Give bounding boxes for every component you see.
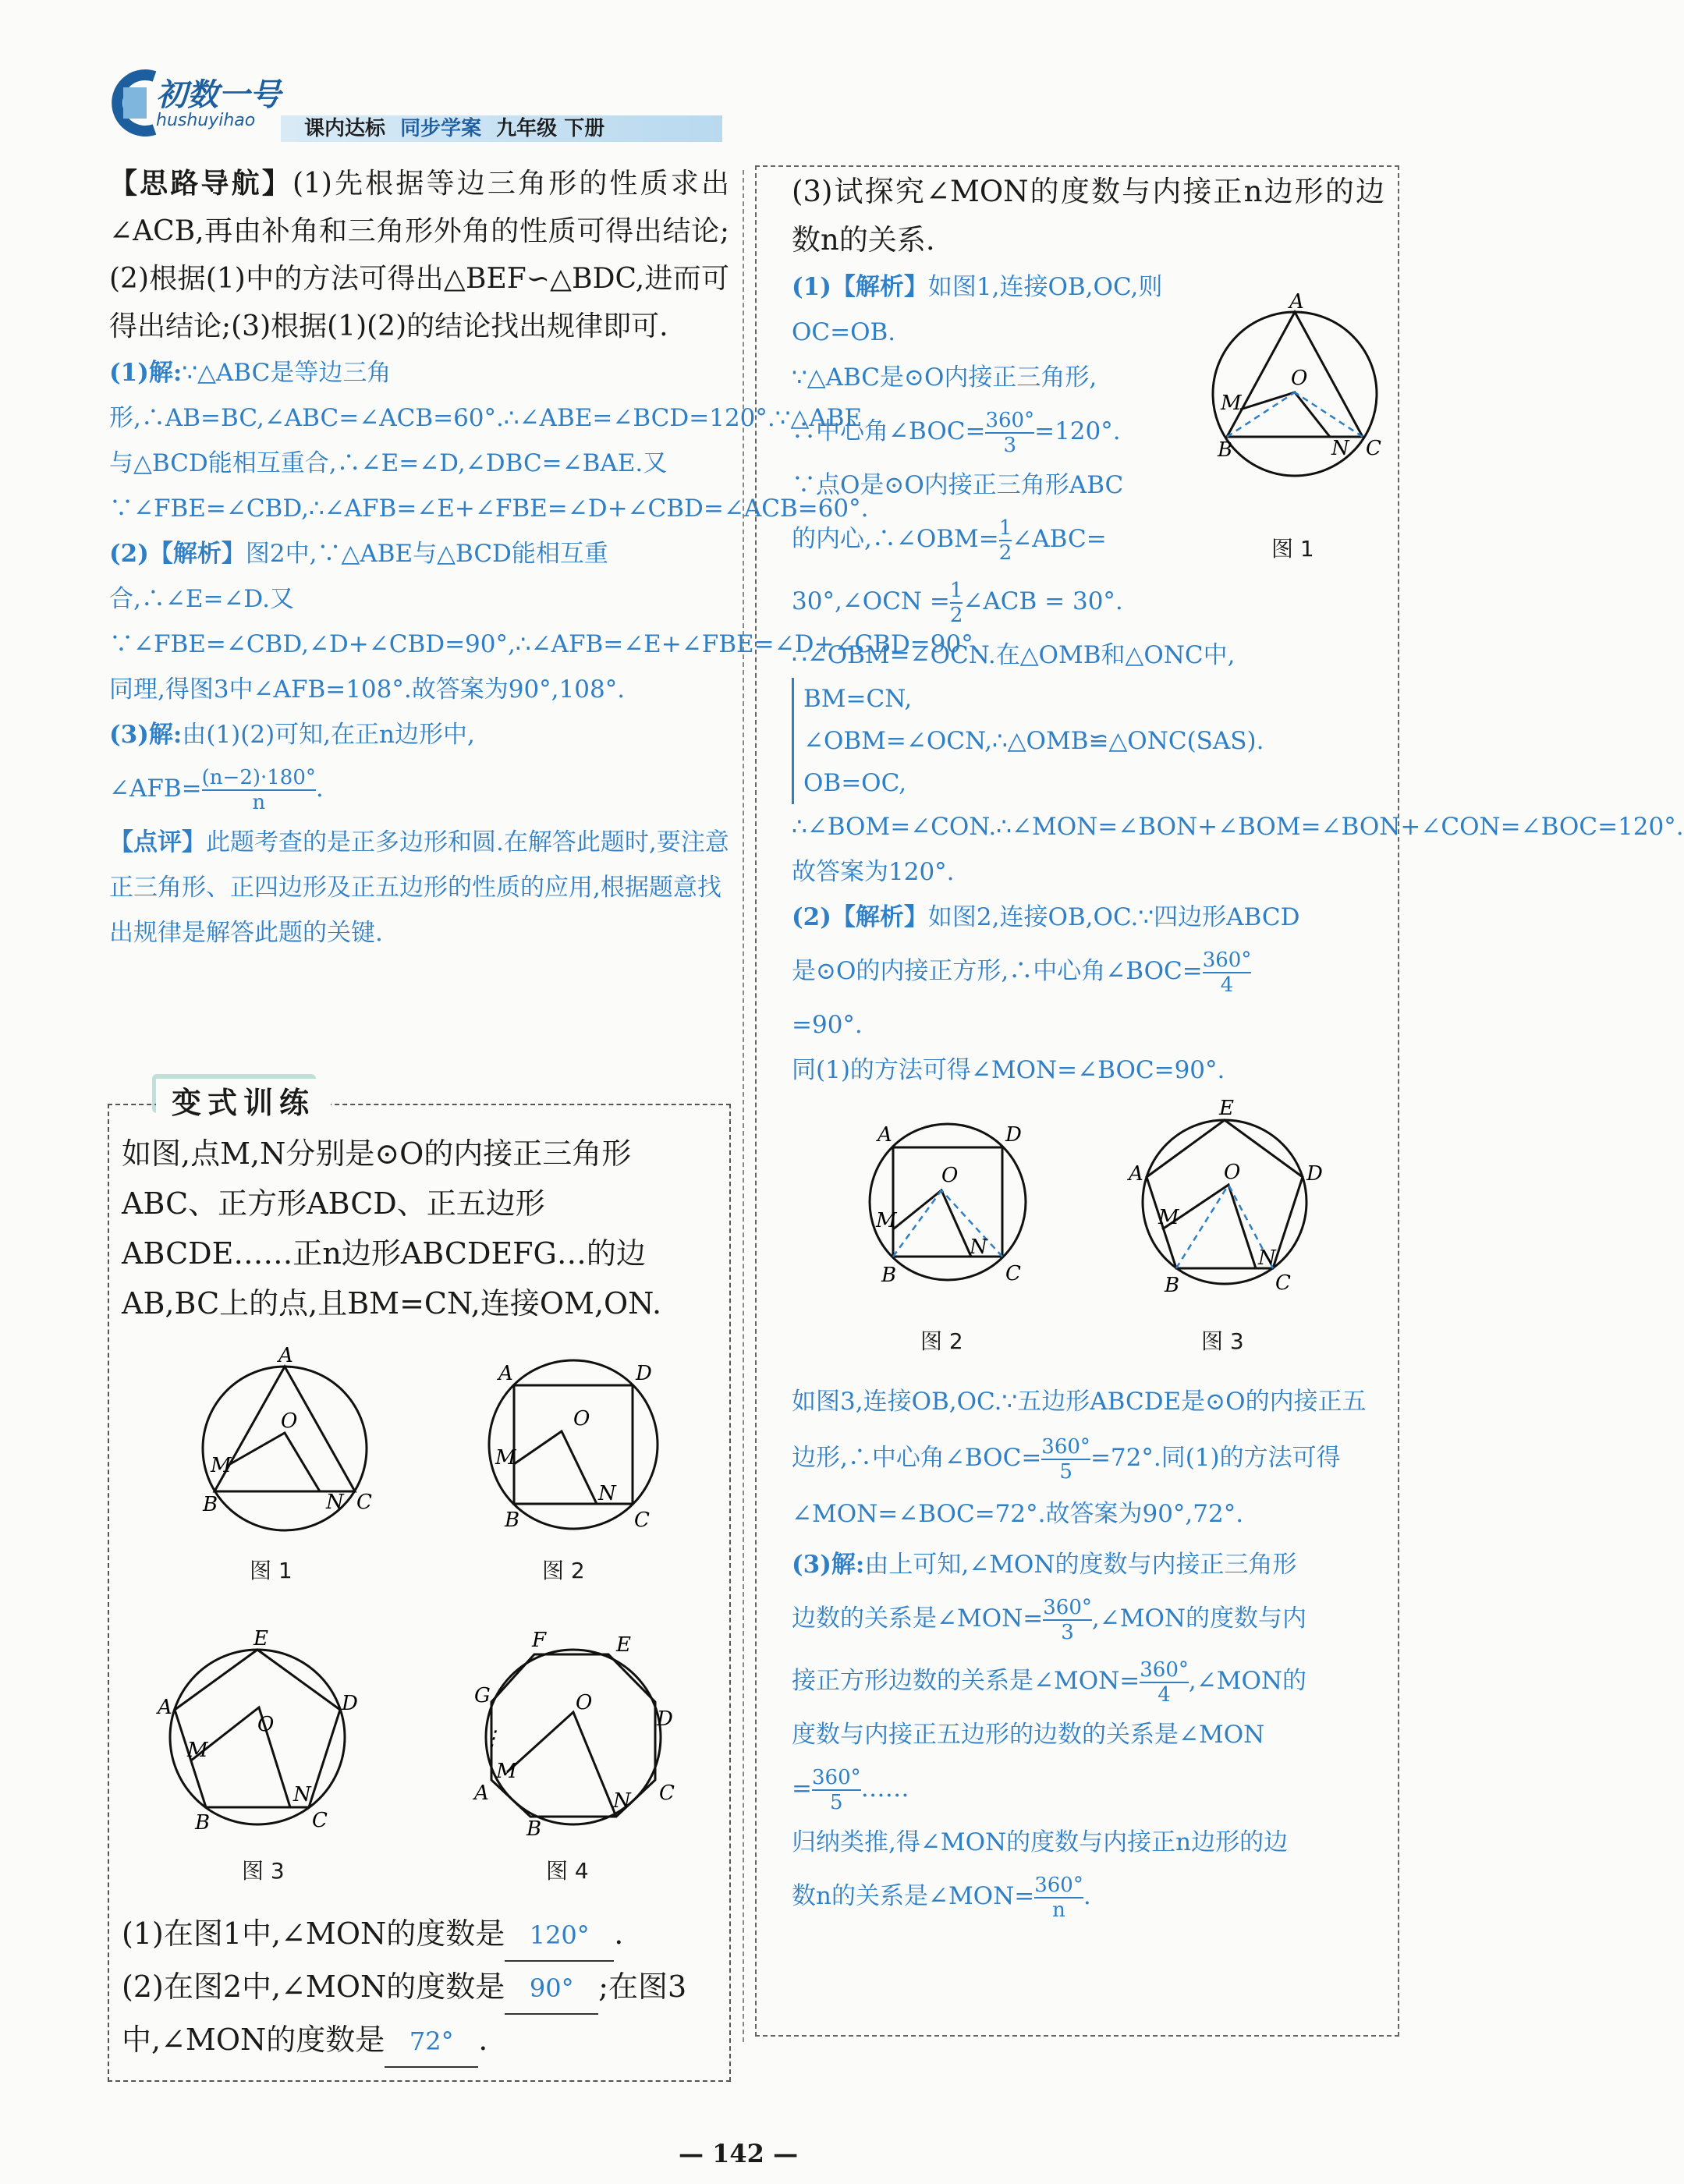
svg-text:O: O <box>576 1691 593 1714</box>
svg-text:M: M <box>1221 392 1242 415</box>
a1-system-2: ∠OBM=∠OCN,∴△OMB≌△ONC(SAS). <box>803 727 1264 755</box>
svg-text:E: E <box>1219 1097 1234 1120</box>
right-figure-2-label: 图 2 <box>920 1328 963 1354</box>
svg-text:B: B <box>203 1493 218 1516</box>
a1-line-6 <box>792 570 1384 633</box>
svg-text:A: A <box>158 1696 172 1719</box>
guide-paragraph <box>109 160 729 350</box>
right-figure-3-label: 图 3 <box>1201 1328 1244 1354</box>
svg-text:A: A <box>278 1344 293 1367</box>
sol2-text: 图2中,∵△ABE与△BCD能相互重合,∴∠E=∠D.又∵∠FBE=∠CBD,∠D+∠CBD=90°,∴∠AFB=∠E+∠FBE=∠D+∠CBD=90°.同理,得图3中∠AFB=108°.故答案为90°,108°. <box>109 540 981 704</box>
svg-text:M: M <box>876 1209 897 1232</box>
a2-text-2: 是⊙O的内接正方形,∴中心角∠BOC= <box>792 957 1203 985</box>
svg-text:A: A <box>1129 1162 1143 1186</box>
svg-text:G: G <box>474 1684 491 1707</box>
figure-1-triangle <box>172 1343 398 1538</box>
svg-text:N: N <box>293 1783 311 1806</box>
answer-2-continued <box>792 1374 1384 1542</box>
svg-text:A: A <box>877 1123 892 1147</box>
svg-text:N: N <box>1331 437 1349 460</box>
a2-text-5: 如图3,连接OB,OC.∵五边形ABCDE是⊙O的内接正五边形,∴中心角∠BOC= <box>792 1388 1367 1472</box>
a1-tag: (1)【解析】 <box>792 273 928 301</box>
column-divider <box>743 170 746 2042</box>
a1-frac5-den: 2 <box>998 541 1012 565</box>
a2-tag: (2)【解析】 <box>792 903 928 931</box>
q1-answer: 120° <box>505 1910 614 1962</box>
figure-2-square <box>464 1339 682 1542</box>
header-title <box>304 112 604 141</box>
variant-question: 如图,点M,N分别是⊙O的内接正三角形ABC、正方形ABCD、正五边形ABCDE……正n边形ABCDEFG…的边AB,BC上的点,且BM=CN,连接OM,ON. <box>122 1136 662 1321</box>
a2-line-1 <box>792 895 1384 940</box>
right-figure-2 <box>846 1101 1049 1303</box>
brand-logo-pinyin: hushuyihao <box>156 111 256 130</box>
a1-line-1 <box>792 264 1182 355</box>
a3-line-7: 数n的关系是∠MON= $\frac{360^\circ}{n}$ . <box>792 1873 1091 1922</box>
figure-1-label: 图 1 <box>250 1558 292 1583</box>
a1-frac-den: 3 <box>1003 433 1017 457</box>
solution-3 <box>109 712 729 757</box>
svg-text:D: D <box>1005 1123 1022 1147</box>
a1-frac-num: 360° <box>985 408 1035 432</box>
svg-text:O: O <box>941 1164 959 1187</box>
brand-logo-text: 初数一号 <box>156 77 281 113</box>
a3-text-5b: …… <box>860 1774 909 1803</box>
formula-denominator: n <box>252 790 266 814</box>
svg-text:B: B <box>505 1509 520 1532</box>
solution-1 <box>109 350 869 531</box>
a3-frac7-den: n <box>1052 1898 1065 1922</box>
answer-1-continued <box>792 570 1684 895</box>
svg-text:D: D <box>342 1692 358 1715</box>
guide-tag: 【思路导航】 <box>109 167 292 200</box>
a3-text-3: 接正方形边数的关系是∠MON= <box>792 1667 1140 1695</box>
svg-text:N: N <box>613 1789 631 1813</box>
svg-text:O: O <box>257 1713 275 1736</box>
question-1 <box>122 1909 714 2068</box>
svg-text:A: A <box>1289 290 1304 314</box>
a3-frac3-num: 360° <box>1140 1658 1189 1682</box>
a1-line-4: ∵点O是⊙O内接正三角形ABC <box>792 471 1124 499</box>
a1-text-1: 如图1,连接OB,OC,则OC=OB. <box>792 273 1163 346</box>
a3-text-3b: ,∠MON的 <box>1188 1667 1306 1695</box>
formula-lhs: ∠AFB= <box>109 775 202 803</box>
svg-text:C: C <box>1275 1271 1291 1295</box>
answer-1-block <box>792 264 1182 570</box>
svg-text:O: O <box>1224 1161 1241 1184</box>
right-figure-1-label: 图 1 <box>1271 536 1314 562</box>
formula-numerator: (n−2)·180° <box>201 765 316 789</box>
sol3-text: 由(1)(2)可知,在正n边形中, <box>182 721 475 749</box>
svg-text:M: M <box>187 1739 208 1762</box>
right-column <box>792 168 1684 1927</box>
svg-text:O: O <box>1291 367 1308 390</box>
sol2-tag: (2)【解析】 <box>109 540 246 568</box>
a1-line-3 <box>792 400 1182 463</box>
formula-fraction <box>202 766 316 814</box>
q2-answer: 90° <box>505 1963 598 2015</box>
svg-text:A: A <box>474 1782 489 1805</box>
a1-text-3: ∴中心角∠BOC= <box>792 417 986 445</box>
a1-system-3: OB=OC, <box>803 769 907 797</box>
svg-text:E: E <box>253 1627 268 1650</box>
right-figures-row <box>792 1093 1384 1374</box>
a3-line-4: 度数与内接正五边形的边数的关系是∠MON <box>792 1721 1265 1749</box>
a2-line-5 <box>792 1374 1384 1542</box>
a3-frac2-den: 3 <box>1061 1620 1074 1644</box>
a2-frac-num: 360° <box>1202 948 1252 972</box>
figure-3-label: 图 3 <box>242 1858 285 1884</box>
q2b-answer: 72° <box>385 2016 478 2068</box>
a3-text-7: 数n的关系是∠MON= <box>792 1882 1035 1910</box>
answer-2-block <box>792 895 1384 1093</box>
svg-text:N: N <box>598 1482 616 1505</box>
a1-line-8: ∴∠BOM=∠CON.∴∠MON=∠BON+∠BOM=∠BON+∠CON=∠BOC=120°.故答案为120°. <box>792 813 1684 886</box>
q2-prefix: (2)在图2中,∠MON的度数是 <box>122 1970 505 2004</box>
svg-text:C: C <box>634 1509 650 1532</box>
q2-end: . <box>478 2023 488 2057</box>
a3-line-3 <box>792 1650 1384 1712</box>
sol1-tag: (1)解: <box>109 359 183 387</box>
svg-text:N: N <box>1258 1246 1276 1270</box>
a1-line-2: ∵△ABC是⊙O内接正三角形, <box>792 363 1097 392</box>
svg-text:B: B <box>1165 1274 1180 1297</box>
svg-text:M: M <box>1158 1206 1179 1229</box>
a2-frac5-den: 5 <box>1059 1459 1072 1484</box>
q2-mid: ;在图3中,∠MON的度数是 <box>122 1970 687 2057</box>
a3-text-2b: ,∠MON的度数与内 <box>1091 1604 1306 1633</box>
a3-frac2-num: 360° <box>1043 1595 1092 1619</box>
a3-line-5 <box>792 1757 1384 1820</box>
svg-text:M: M <box>495 1446 516 1470</box>
svg-text:C: C <box>312 1809 328 1832</box>
series-name: 课内达标 <box>304 117 386 140</box>
svg-text:N: N <box>326 1491 344 1514</box>
variant-training-box <box>108 1086 731 2082</box>
right-figure-3 <box>1119 1093 1330 1303</box>
grade-label: 九年级 下册 <box>496 117 605 140</box>
a1-system <box>792 678 1384 804</box>
svg-text:A: A <box>498 1362 513 1385</box>
a1-text-5b: ∠ABC= <box>1012 525 1107 553</box>
svg-text:B: B <box>195 1811 211 1835</box>
sol3-tag: (3)解: <box>109 721 183 749</box>
comment-tag: 【点评】 <box>109 828 206 856</box>
right-figure-1 <box>1189 292 1400 488</box>
a1-frac5-num: 1 <box>998 516 1012 540</box>
a2-frac-den: 4 <box>1220 973 1234 997</box>
svg-text:C: C <box>356 1491 372 1514</box>
a3-text-1: 由上可知,∠MON的度数与内接正三角形 <box>864 1551 1297 1579</box>
variant-title: 变式训练 <box>156 1079 331 1122</box>
svg-text:O: O <box>281 1409 298 1433</box>
a1-line-5 <box>792 508 1182 570</box>
a3-frac3-den: 4 <box>1158 1682 1171 1707</box>
a1-frac6-den: 2 <box>949 603 963 627</box>
a3-frac5-den: 5 <box>830 1790 843 1814</box>
svg-text:B: B <box>1218 438 1233 462</box>
a3-tag: (3)解: <box>792 1551 865 1579</box>
svg-text:B: B <box>526 1817 542 1841</box>
answer-3-block <box>792 1542 1384 1927</box>
brand-name: 同步学案 <box>400 117 482 140</box>
svg-text:B: B <box>881 1264 897 1287</box>
a3-text-2: 边数的关系是∠MON= <box>792 1604 1044 1633</box>
a2-line-4: 同(1)的方法可得∠MON=∠BOC=90°. <box>792 1056 1225 1084</box>
question-3: (3)试探究∠MON的度数与内接正n边形的边数n的关系. <box>792 175 1384 257</box>
solution-3-formula: ∠AFB= $\frac{(n-2)\cdot 180^\circ}{n}$ . <box>109 765 324 814</box>
svg-text:N: N <box>970 1236 987 1259</box>
figure-2-label: 图 2 <box>542 1558 585 1583</box>
q1-end: . <box>614 1916 624 1951</box>
a1-system-1: BM=CN, <box>803 685 913 713</box>
a2-frac5-num: 360° <box>1041 1434 1090 1459</box>
svg-text:M: M <box>496 1760 517 1783</box>
svg-text:⋮: ⋮ <box>482 1727 502 1750</box>
guide-text: (1)先根据等边三角形的性质求出∠ACB,再由补角和三角形外角的性质可得出结论;(2)根据(1)中的方法可得出△BEF∽△BDC,进而可得出结论;(3)根据(1)(2)的结论找出规律即可. <box>109 168 729 342</box>
a1-text-5: 的内心,∴∠OBM= <box>792 525 999 553</box>
figure-4-polygon <box>460 1620 686 1841</box>
a2-text-1: 如图2,连接OB,OC.∵四边形ABCD <box>927 903 1300 931</box>
a1-text-3b: =120°. <box>1034 417 1121 445</box>
comment <box>109 820 729 956</box>
figure-3-pentagon <box>140 1628 374 1838</box>
svg-text:M: M <box>211 1454 232 1477</box>
a3-line-2 <box>792 1587 1384 1650</box>
page-header <box>100 55 630 147</box>
a2-text-5b: =72°.同(1)的方法可得∠MON=∠BOC=72°.故答案为90°,72°. <box>792 1444 1341 1528</box>
a3-text-5: = <box>792 1774 812 1803</box>
a1-frac6-num: 1 <box>949 578 963 602</box>
svg-text:C: C <box>1366 437 1381 460</box>
a3-frac7-num: 360° <box>1034 1873 1083 1897</box>
q1-prefix: (1)在图1中,∠MON的度数是 <box>122 1916 505 1951</box>
svg-text:O: O <box>573 1407 590 1431</box>
a3-line-6: 归纳类推,得∠MON的度数与内接正n边形的边 <box>792 1828 1289 1856</box>
svg-text:F: F <box>532 1629 547 1652</box>
svg-text:E: E <box>616 1633 631 1657</box>
a2-line-3: =90°. <box>792 1011 863 1039</box>
sol1-text: ∵△ABC是等边三角形,∴AB=BC,∠ABC=∠ACB=60°.∴∠ABE=∠BCD=120°.∵△ABE与△BCD能相互重合,∴∠E=∠D,∠DBC=∠BAE.又∵∠FBE=∠CBD,∴∠AFB=∠E+∠FBE=∠D+∠CBD=∠ACB=60°. <box>109 359 869 523</box>
svg-text:D: D <box>636 1362 652 1385</box>
a3-line-1 <box>792 1542 1384 1587</box>
svg-text:C: C <box>1005 1262 1021 1285</box>
comment-text: 此题考查的是正多边形和圆.在解答此题时,要注意正三角形、正四边形及正五边形的性质的应用,根据题意找出规律是解答此题的关键. <box>109 828 729 947</box>
a2-line-2 <box>792 940 1384 1002</box>
a1-text-6: 30°,∠OCN = <box>792 587 950 615</box>
page-number: — 142 — <box>679 2139 799 2168</box>
a1-line-7: ∴∠OBM=∠OCN.在△OMB和△ONC中, <box>792 641 1236 669</box>
svg-text:D: D <box>1306 1162 1323 1186</box>
svg-text:D: D <box>657 1707 673 1731</box>
figure-4-label: 图 4 <box>546 1858 589 1884</box>
a1-text-6b: ∠ACB = 30°. <box>963 587 1123 615</box>
svg-text:C: C <box>659 1782 675 1805</box>
a3-frac5-num: 360° <box>811 1765 861 1789</box>
